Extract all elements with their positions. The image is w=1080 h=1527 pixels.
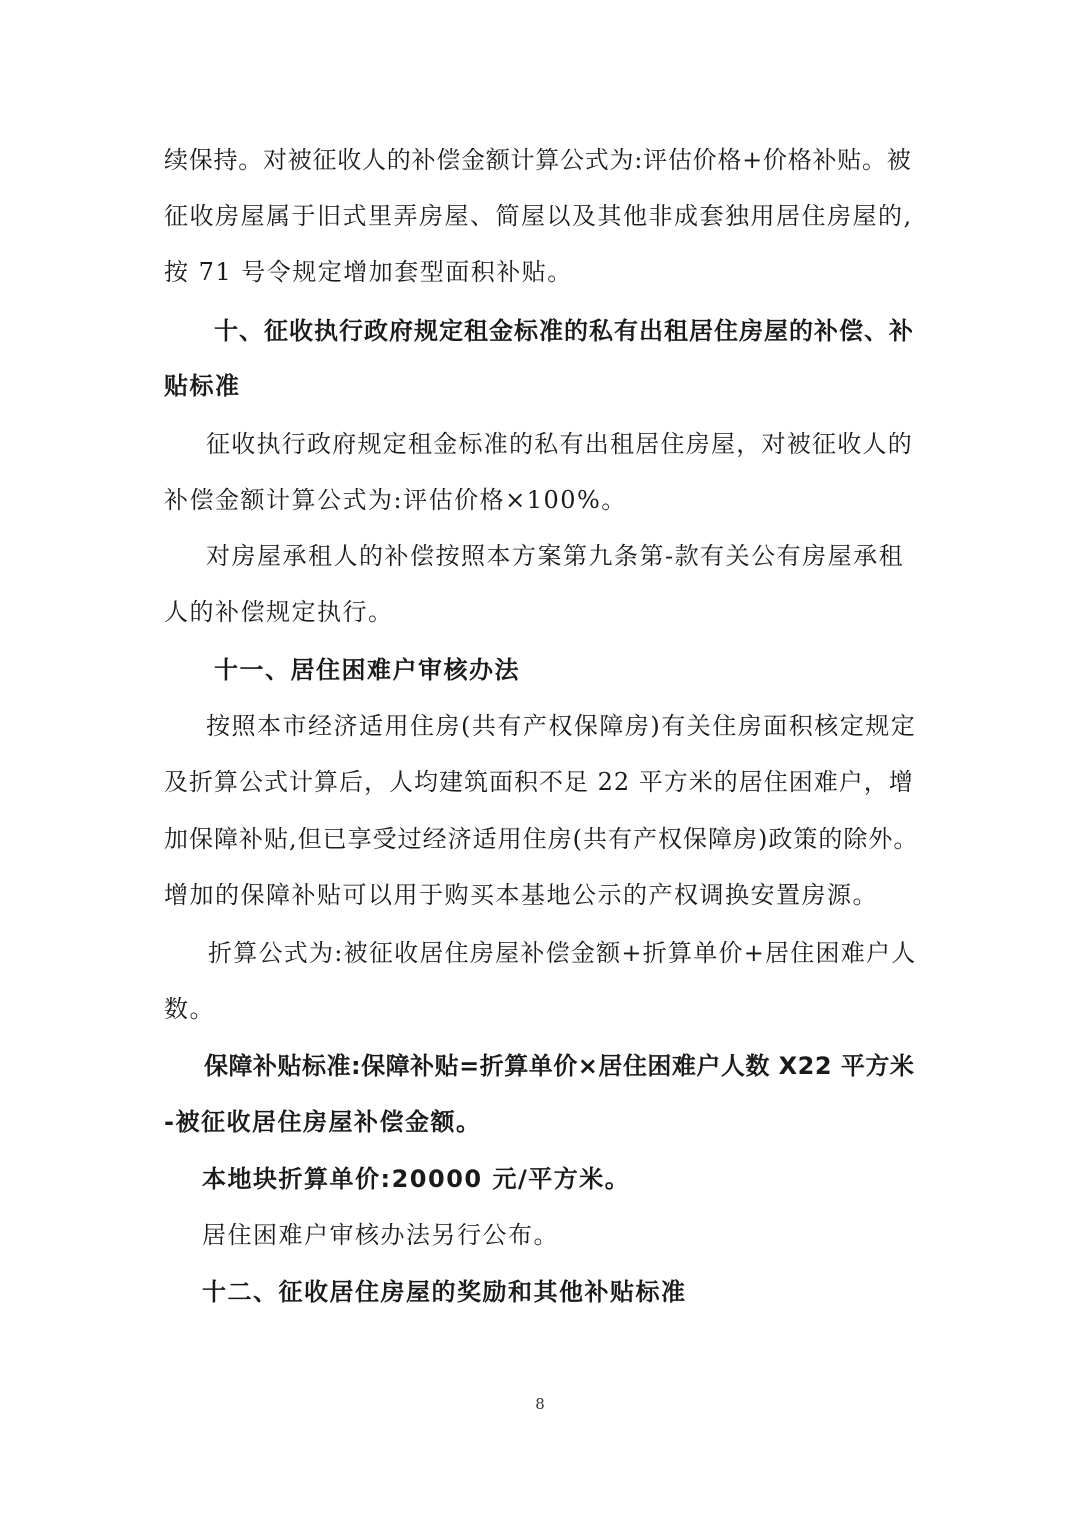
text-line: 按照本市经济适用住房(共有产权保障房)有关住房面积核定规定 [206,712,917,740]
text-line: 按 71 号令规定增加套型面积补贴。 [164,258,573,286]
text-line-bold: -被征收居住房屋补偿金额。 [164,1108,482,1136]
text-line-bold: 保障补贴标准:保障补贴=折算单价×居住困难户人数 X22 平方米 [204,1052,915,1080]
text-line: 征收执行政府规定租金标准的私有出租居住房屋，对被征收人的 [206,430,913,458]
page-number: 8 [535,1395,545,1413]
text-line: 续保持。对被征收人的补偿金额计算公式为:评估价格+价格补贴。被 [164,146,912,174]
text-line: 加保障补贴,但已享受过经济适用住房(共有产权保障房)政策的除外。 [164,825,919,853]
section-heading: 十一、居住困难户审核办法 [214,656,520,684]
section-heading: 贴标准 [164,372,241,400]
text-line: 人的补偿规定执行。 [164,598,394,626]
text-line: 增加的保障补贴可以用于购买本基地公示的产权调换安置房源。 [164,881,878,909]
text-line: 居住困难户审核办法另行公布。 [202,1221,559,1249]
text-line: 补偿金额计算公式为:评估价格×100%。 [164,486,627,514]
text-line: 及折算公式计算后，人均建筑面积不足 22 平方米的居住困难户，增 [164,768,914,796]
text-line: 征收房屋属于旧式里弄房屋、简屋以及其他非成套独用居住房屋的, [164,202,913,230]
section-heading: 十二、征收居住房屋的奖励和其他补贴标准 [202,1278,687,1306]
section-heading: 十、征收执行政府规定租金标准的私有出租居住房屋的补偿、补 [214,317,914,345]
text-line: 对房屋承租人的补偿按照本方案第九条第-款有关公有房屋承租 [206,542,905,570]
text-line-bold: 本地块折算单价:20000 元/平方米。 [202,1165,631,1193]
text-line: 数。 [164,995,215,1023]
text-line: 折算公式为:被征收居住房屋补偿金额+折算单价+居住困难户人 [208,939,917,967]
